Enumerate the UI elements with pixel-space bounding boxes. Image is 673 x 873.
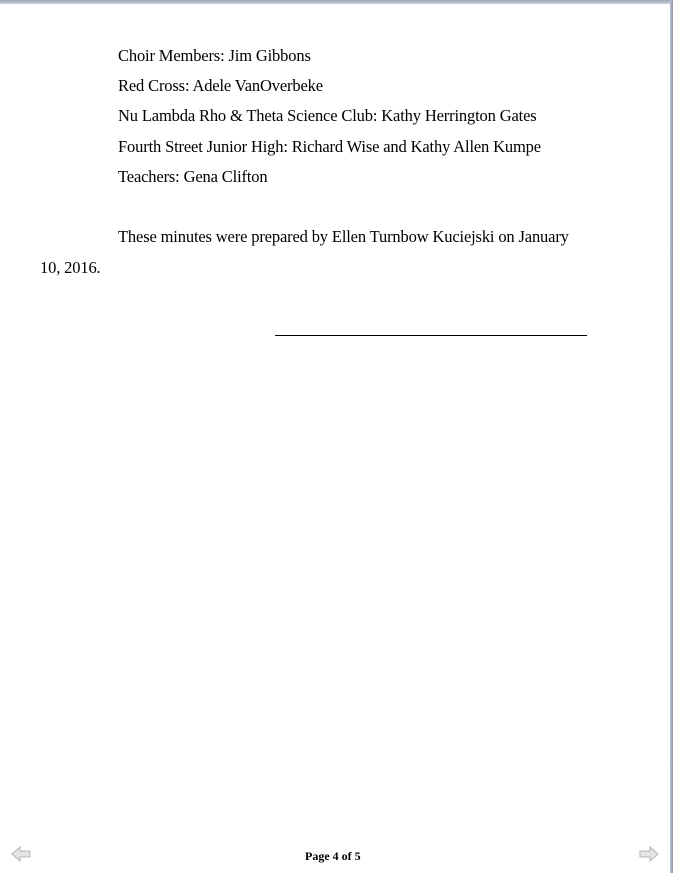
previous-page-button[interactable] — [11, 845, 31, 863]
arrow-right-icon — [639, 845, 659, 863]
attendee-line-junior-high: Fourth Street Junior High: Richard Wise and Kathy Allen Kumpe — [118, 137, 541, 156]
attendee-line-choir: Choir Members: Jim Gibbons — [118, 46, 311, 65]
arrow-left-icon — [11, 845, 31, 863]
attendee-line-teachers: Teachers: Gena Clifton — [118, 167, 268, 186]
attendee-line-red-cross: Red Cross: Adele VanOverbeke — [118, 76, 323, 95]
closing-statement-line-1: These minutes were prepared by Ellen Turnbow Kuciejski on January — [118, 227, 569, 246]
next-page-button[interactable] — [639, 845, 659, 863]
signature-line — [275, 335, 587, 336]
attendee-line-science-club: Nu Lambda Rho & Theta Science Club: Kathy Herrington Gates — [118, 106, 537, 125]
page-footer — [0, 842, 670, 872]
page-indicator: Page 4 of 5 — [305, 849, 361, 863]
closing-statement-line-2: 10, 2016. — [40, 258, 101, 277]
document-page — [0, 4, 670, 873]
